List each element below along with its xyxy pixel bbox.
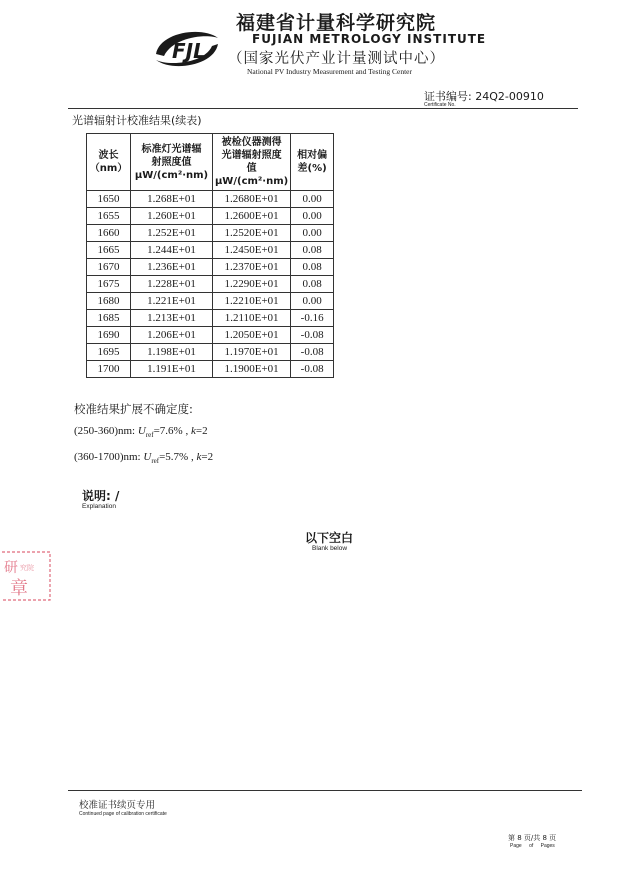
svg-text:究院: 究院 — [20, 564, 34, 572]
header-relative-deviation — [291, 134, 334, 191]
table-row — [87, 208, 334, 225]
cell-wavelength: 1650 — [87, 191, 131, 208]
header-wavelength-unit: （nm） — [89, 163, 128, 174]
header-measured-irradiance-cn: 被检仪器测得光谱辐射照度值 — [221, 137, 282, 174]
svg-text:研: 研 — [4, 560, 18, 576]
cell-standard-irradiance: 1.191E+01 — [131, 361, 213, 378]
uncertainty-range: (360-1700)nm: — [74, 451, 144, 463]
center-name-en: National PV Industry Measurement and Testing Center — [247, 67, 412, 76]
cell-relative-deviation: 0.08 — [291, 242, 334, 259]
page-number-en: Page of Pages — [510, 843, 555, 849]
header-measured-irradiance-unit: μW/(cm²·nm) — [214, 176, 289, 187]
header-relative-deviation-cn: 相对偏差(%) — [297, 150, 328, 174]
table-row — [87, 310, 334, 327]
table-row — [87, 276, 334, 293]
table-body — [87, 191, 334, 378]
cell-relative-deviation: -0.16 — [291, 310, 334, 327]
explanation-label-en: Explanation — [82, 503, 116, 510]
svg-text:FJL: FJL — [172, 39, 206, 63]
cell-measured-irradiance: 1.2680E+01 — [212, 191, 290, 208]
cell-measured-irradiance: 1.1900E+01 — [212, 361, 290, 378]
cell-measured-irradiance: 1.2600E+01 — [212, 208, 290, 225]
svg-text:章: 章 — [10, 578, 28, 599]
coverage-factor-value: =2 — [201, 451, 214, 463]
center-name-cn: （国家光伏产业计量测试中心） — [228, 51, 445, 67]
cell-standard-irradiance: 1.198E+01 — [131, 344, 213, 361]
uncertainty-symbol: U — [143, 451, 152, 463]
institute-name-en: FUJIAN METROLOGY INSTITUTE — [252, 32, 487, 46]
cell-measured-irradiance: 1.1970E+01 — [212, 344, 290, 361]
cell-wavelength: 1695 — [87, 344, 131, 361]
seal-stamp — [0, 548, 54, 604]
table-row — [87, 361, 334, 378]
table-row — [87, 191, 334, 208]
cell-measured-irradiance: 1.2110E+01 — [212, 310, 290, 327]
cell-measured-irradiance: 1.2370E+01 — [212, 259, 290, 276]
coverage-factor-symbol: k — [190, 425, 196, 437]
cell-measured-irradiance: 1.2210E+01 — [212, 293, 290, 310]
table-header-row — [87, 134, 334, 191]
cell-wavelength: 1700 — [87, 361, 131, 378]
cell-standard-irradiance: 1.206E+01 — [131, 327, 213, 344]
explanation-label: 说明: / — [82, 489, 120, 503]
cell-wavelength: 1690 — [87, 327, 131, 344]
uncertainty-value: =5.7% , — [159, 451, 197, 463]
blank-below-label: 以下空白 — [305, 531, 354, 545]
cell-relative-deviation: 0.00 — [291, 208, 334, 225]
cell-wavelength: 1675 — [87, 276, 131, 293]
cell-standard-irradiance: 1.260E+01 — [131, 208, 213, 225]
cell-wavelength: 1660 — [87, 225, 131, 242]
table-row — [87, 327, 334, 344]
header-standard-irradiance — [131, 134, 213, 191]
cell-wavelength: 1685 — [87, 310, 131, 327]
cell-standard-irradiance: 1.221E+01 — [131, 293, 213, 310]
section-title: 光谱辐射计校准结果(续表) — [72, 114, 202, 127]
cell-measured-irradiance: 1.2520E+01 — [212, 225, 290, 242]
header-measured-irradiance — [212, 134, 290, 191]
cell-standard-irradiance: 1.228E+01 — [131, 276, 213, 293]
uncertainty-line-1 — [74, 425, 208, 439]
table-row — [87, 293, 334, 310]
blank-below-label-en: Blank below — [312, 545, 348, 552]
table-row — [87, 259, 334, 276]
uncertainty-value: =7.6% , — [153, 425, 191, 437]
cell-relative-deviation: -0.08 — [291, 361, 334, 378]
footer-divider — [68, 790, 582, 791]
certificate-number-value: 24Q2-00910 — [475, 90, 544, 103]
page-number-cn: 第 8 页/共 8 页 — [508, 834, 557, 842]
cell-standard-irradiance: 1.213E+01 — [131, 310, 213, 327]
cell-wavelength: 1665 — [87, 242, 131, 259]
uncertainty-title: 校准结果扩展不确定度: — [74, 402, 193, 416]
header-wavelength-cn: 波长 — [98, 150, 119, 161]
cell-relative-deviation: 0.08 — [291, 259, 334, 276]
institute-name-cn: 福建省计量科学研究院 — [236, 12, 437, 34]
coverage-factor-value: =2 — [195, 425, 208, 437]
cell-measured-irradiance: 1.2050E+01 — [212, 327, 290, 344]
cell-standard-irradiance: 1.236E+01 — [131, 259, 213, 276]
cell-standard-irradiance: 1.268E+01 — [131, 191, 213, 208]
cell-standard-irradiance: 1.252E+01 — [131, 225, 213, 242]
cell-relative-deviation: 0.00 — [291, 191, 334, 208]
cell-measured-irradiance: 1.2450E+01 — [212, 242, 290, 259]
uncertainty-range: (250-360)nm: — [74, 425, 138, 437]
cell-measured-irradiance: 1.2290E+01 — [212, 276, 290, 293]
cell-relative-deviation: -0.08 — [291, 344, 334, 361]
uncertainty-subscript: ref — [145, 431, 154, 440]
table-row — [87, 242, 334, 259]
header-standard-irradiance-cn: 标准灯光谱辐射照度值 — [141, 143, 202, 168]
coverage-factor-symbol: k — [196, 451, 202, 463]
cell-wavelength: 1655 — [87, 208, 131, 225]
uncertainty-line-2 — [74, 451, 213, 465]
uncertainty-subscript: ref — [151, 457, 160, 466]
cell-standard-irradiance: 1.244E+01 — [131, 242, 213, 259]
footer-note-cn: 校准证书续页专用 — [79, 800, 156, 811]
header-wavelength — [87, 134, 131, 191]
table-row — [87, 225, 334, 242]
institute-logo — [152, 24, 222, 74]
certificate-number-label-en: Certificate No. — [424, 102, 456, 108]
cell-wavelength: 1680 — [87, 293, 131, 310]
header-standard-irradiance-unit: μW/(cm²·nm) — [134, 169, 209, 181]
cell-relative-deviation: 0.08 — [291, 276, 334, 293]
footer-note-en: Continued page of calibration certificate — [79, 811, 167, 817]
cell-relative-deviation: -0.08 — [291, 327, 334, 344]
cell-relative-deviation: 0.00 — [291, 225, 334, 242]
certificate-number-label: 证书编号: — [424, 90, 476, 103]
table-row — [87, 344, 334, 361]
uncertainty-symbol: U — [137, 425, 146, 437]
cell-relative-deviation: 0.00 — [291, 293, 334, 310]
calibration-results-table — [86, 133, 334, 378]
header-divider — [68, 108, 578, 109]
cell-wavelength: 1670 — [87, 259, 131, 276]
